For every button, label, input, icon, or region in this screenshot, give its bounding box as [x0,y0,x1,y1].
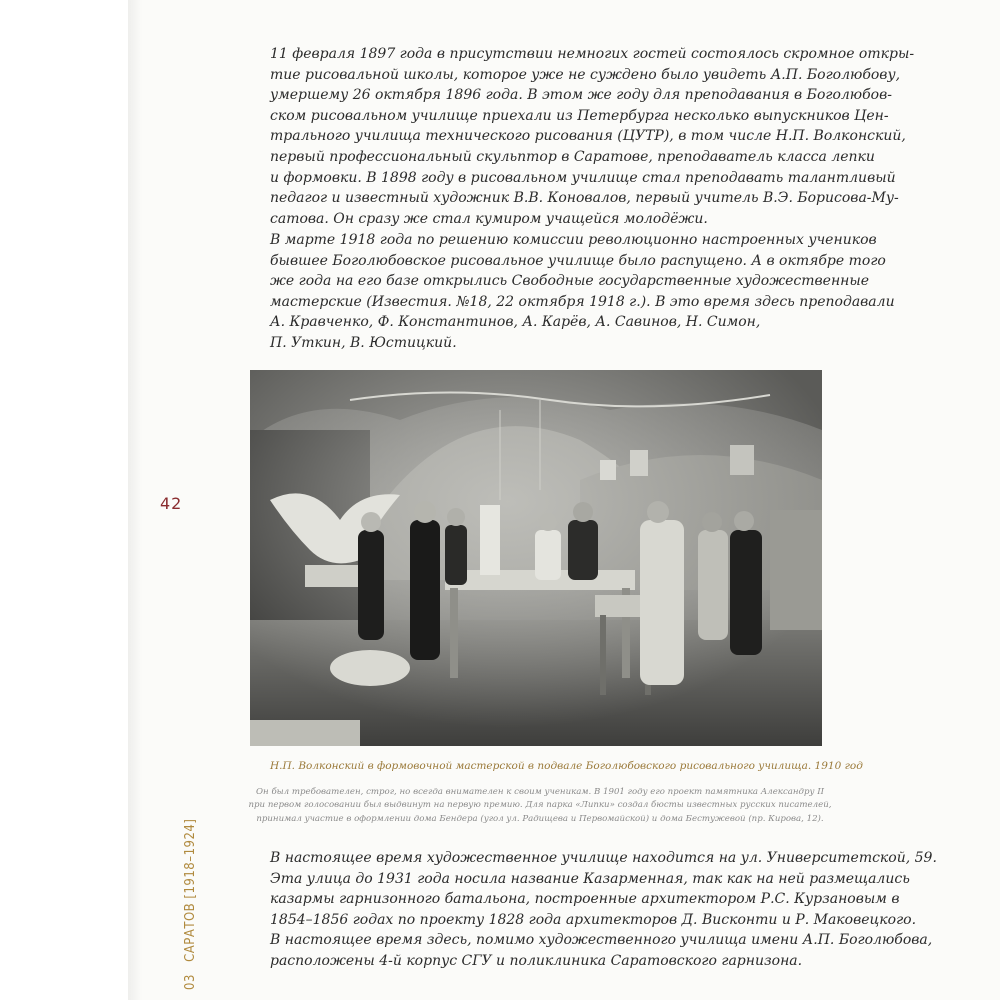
chapter-title: САРАТОВ [1918–1924] [183,818,198,962]
page-number: 42 [160,494,183,513]
running-head [183,819,198,990]
gutter-shadow [128,0,142,1000]
text-line: сатова. Он сразу же стал кумиром учащейся молодёжи. [270,210,708,227]
text-line: 11 февраля 1897 года в присутствии немногих гостей состоялось скромное откры- [270,46,915,62]
photo-caption: Н.П. Волконский в формовочной мастерской в подвале Боголюбовского рисовального училища. 1910 год [270,760,863,772]
text-line: умершему 26 октября 1896 года. В этом же году для преподавания в Боголюбов- [270,87,892,104]
text-line: мастерские (Известия. №18, 22 октября 1918 г.). В это время здесь преподавали [270,293,895,310]
workshop-photo [250,370,822,746]
text-line: первый профессиональный скульптор в Саратове, преподаватель класса лепки [270,148,875,165]
text-line: педагог и известный художник В.В. Коновалов, первый учитель В.Э. Борисова-Му- [270,190,899,207]
text-line: 1854–1856 годах по проекту 1828 года архитекторов Д. Висконти и Р. Маковецкого. [270,911,917,928]
text-line: Эта улица до 1931 года носила название Казарменная, так как на ней размещались [270,870,910,887]
description-line: принимал участие в оформлении дома Бендера (угол ул. Радищева и Первомайской) и дома Бестужевой (пр. Кирова, 12). [256,813,824,824]
text-line: расположены 4-й корпус СГУ и поликлиника Саратовского гарнизона. [270,952,803,969]
text-line: трального училища технического рисования (ЦУТР), в том числе Н.П. Волконский, [270,128,906,145]
chapter-number: 03 [183,974,198,990]
description-line: Он был требователен, строг, но всегда внимателен к своим ученикам. В 1901 году его проект памятника Александру II [256,787,824,797]
text-line: же года на его базе открылись Свободные государственные художественные [270,273,870,290]
text-line: ском рисовальном училище приехали из Петербурга несколько выпускников Цен- [270,107,889,124]
text-line: В настоящее время художественное училище находится на ул. Университетской, 59. [270,850,937,866]
text-line: бывшее Боголюбовское рисовальное училище было распущено. А в октябре того [270,252,886,269]
text-line: А. Кравченко, Ф. Константинов, А. Карёв, А. Савинов, Н. Симон, [270,314,761,331]
text-line: В настоящее время здесь, помимо художественного училища имени А.П. Боголюбова, [270,932,933,949]
paragraph-3 [270,848,937,972]
text-line: казармы гарнизонного батальона, построенные архитектором Р.С. Курзановым в [270,891,900,908]
photo-description [240,786,840,826]
description-line: при первом голосовании был выдвинут на первую премию. Для парка «Липки» создал бюсты известных русских писателей, [248,800,832,811]
text-line: П. Уткин, В. Юстицкий. [270,334,457,351]
paragraph-2 [270,230,895,354]
text-line: В марте 1918 года по решению комиссии революционно настроенных учеников [270,232,877,248]
paragraph-1 [270,44,915,229]
text-line: и формовки. В 1898 году в рисовальном училище стал преподавать талантливый [270,169,896,186]
text-line: тие рисовальной школы, которое уже не суждено было увидеть А.П. Боголюбову, [270,66,901,83]
